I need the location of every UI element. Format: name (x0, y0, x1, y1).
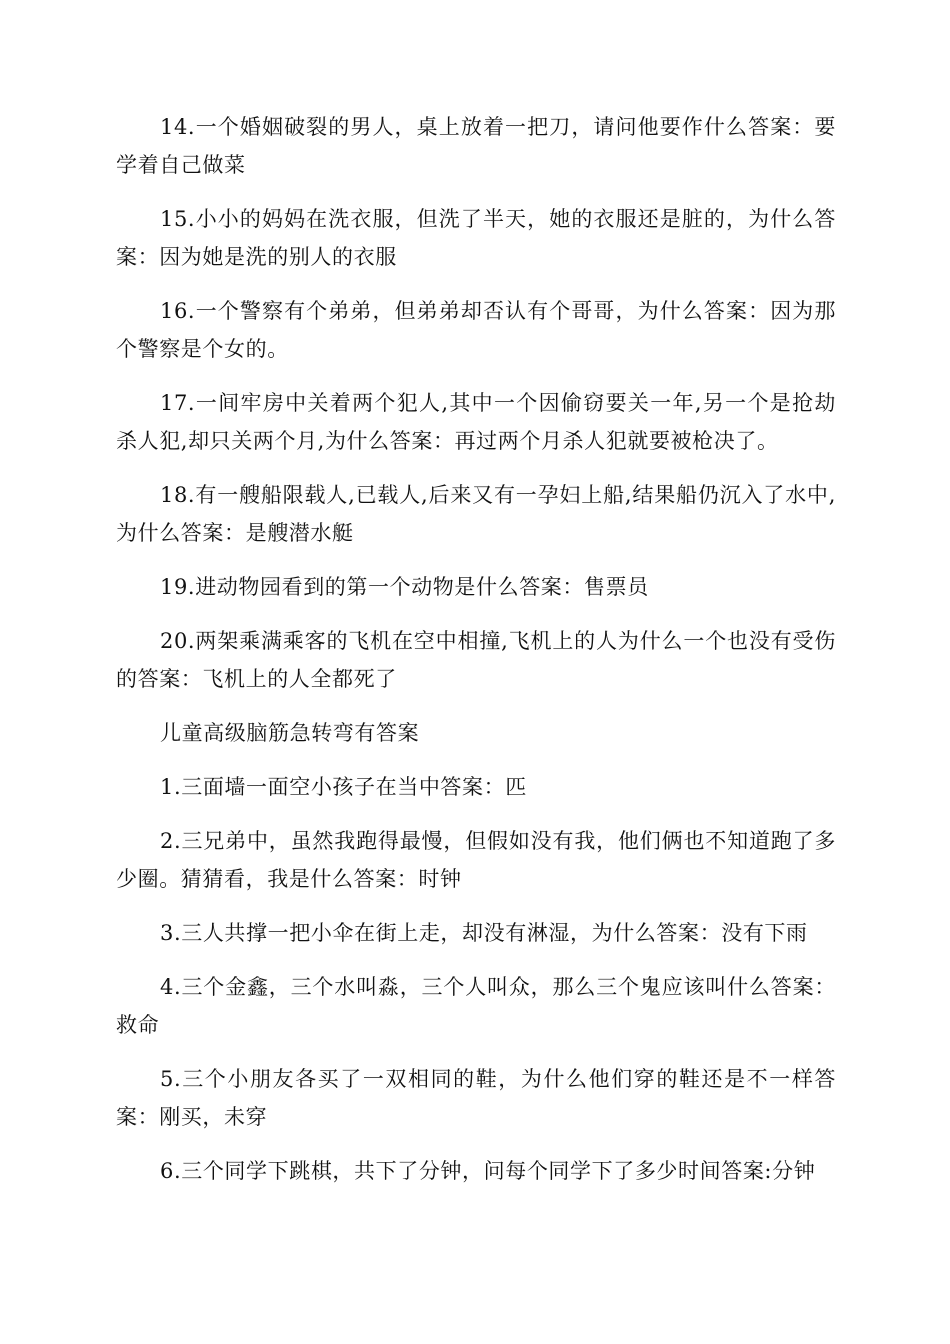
kids-riddle-paragraph-4: 4.三个金鑫，三个水叫淼，三个人叫众，那么三个鬼应该叫什么答案：救命 (116, 975, 836, 1037)
kids-riddle-paragraph-2: 2.三兄弟中，虽然我跑得最慢，但假如没有我，他们俩也不知道跑了多少圈。猜猜看，我是什么答案：时钟 (116, 829, 836, 891)
kids-riddle-paragraph-1: 1.三面墙一面空小孩子在当中答案：匹 (160, 775, 527, 799)
kids-riddle-paragraph-5: 5.三个小朋友各买了一双相同的鞋，为什么他们穿的鞋还是不一样答案：刚买，未穿 (116, 1067, 836, 1129)
section-heading: 儿童高级脑筋急转弯有答案 (160, 721, 420, 745)
riddle-paragraph-14: 14.一个婚姻破裂的男人，桌上放着一把刀，请问他要作什么答案：要学着自己做菜 (116, 115, 836, 177)
kids-riddle-paragraph-6: 6.三个同学下跳棋，共下了分钟，问每个同学下了多少时间答案:分钟 (160, 1159, 816, 1183)
riddle-paragraph-19: 19.进动物园看到的第一个动物是什么答案：售票员 (160, 575, 649, 599)
riddle-paragraph-20: 20.两架乘满乘客的飞机在空中相撞,飞机上的人为什么一个也没有受伤的答案：飞机上的人全都死了 (116, 629, 836, 691)
document-page (116, 108, 836, 1206)
riddle-paragraph-15: 15.小小的妈妈在洗衣服，但洗了半天，她的衣服还是脏的，为什么答案：因为她是洗的别人的衣服 (116, 207, 836, 269)
riddle-paragraph-17: 17.一间牢房中关着两个犯人,其中一个因偷窃要关一年,另一个是抢劫杀人犯,却只关两个月,为什么答案：再过两个月杀人犯就要被枪决了。 (116, 391, 836, 453)
riddle-paragraph-18: 18.有一艘船限载人,已载人,后来又有一孕妇上船,结果船仍沉入了水中,为什么答案：是艘潜水艇 (116, 483, 836, 545)
riddle-paragraph-16: 16.一个警察有个弟弟，但弟弟却否认有个哥哥，为什么答案：因为那个警察是个女的。 (116, 299, 836, 361)
kids-riddle-paragraph-3: 3.三人共撑一把小伞在街上走，却没有淋湿，为什么答案：没有下雨 (160, 921, 808, 945)
